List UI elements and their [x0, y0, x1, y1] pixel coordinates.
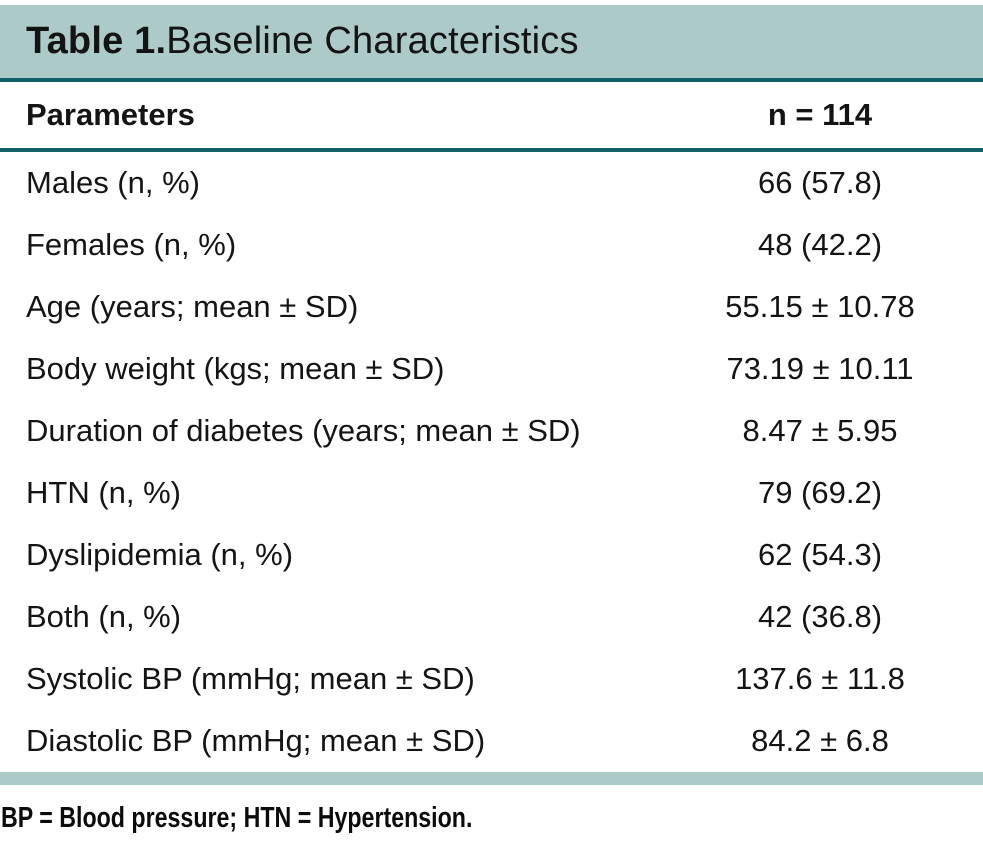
row-label: Males (n, %)	[26, 165, 200, 200]
table-row	[0, 276, 983, 338]
row-value: 137.6 ± 11.8	[735, 661, 905, 696]
table-header-row	[0, 82, 983, 152]
row-value: 62 (54.3)	[757, 537, 883, 572]
table-row	[0, 462, 983, 524]
table-row	[0, 400, 983, 462]
table-row	[0, 214, 983, 276]
row-value: 79 (69.2)	[757, 475, 883, 510]
row-label: Age (years; mean ± SD)	[26, 289, 359, 324]
table-row	[0, 710, 983, 772]
row-label: Systolic BP (mmHg; mean ± SD)	[26, 661, 475, 696]
table-title: Baseline Characteristics	[166, 20, 579, 62]
row-label: Diastolic BP (mmHg; mean ± SD)	[26, 723, 486, 758]
table-footnote	[0, 802, 983, 835]
row-value: 42 (36.8)	[757, 599, 883, 634]
table-number: Table 1.	[26, 20, 167, 62]
row-label: Duration of diabetes (years; mean ± SD)	[26, 413, 581, 448]
table-row	[0, 338, 983, 400]
row-value: 55.15 ± 10.78	[725, 289, 915, 324]
row-label: Dyslipidemia (n, %)	[26, 537, 294, 572]
row-value: 84.2 ± 6.8	[751, 723, 889, 758]
row-value: 8.47 ± 5.95	[742, 413, 898, 448]
table-row	[0, 152, 983, 214]
row-value: 66 (57.8)	[757, 165, 883, 200]
table-row	[0, 648, 983, 710]
row-label: Females (n, %)	[26, 227, 237, 262]
column-header-n: n = 114	[767, 97, 873, 132]
row-label: Body weight (kgs; mean ± SD)	[26, 351, 445, 386]
footnote-text: BP = Blood pressure; HTN = Hypertension.	[1, 802, 473, 834]
row-label: HTN (n, %)	[26, 475, 181, 510]
table-title-band	[0, 5, 983, 82]
table-row	[0, 586, 983, 648]
row-label: Both (n, %)	[26, 599, 182, 634]
table-row	[0, 524, 983, 586]
row-value: 48 (42.2)	[757, 227, 883, 262]
row-value: 73.19 ± 10.11	[726, 351, 914, 386]
table-bottom-rule	[0, 772, 983, 785]
paper-table-figure	[0, 5, 983, 851]
column-header-parameters: Parameters	[26, 97, 195, 132]
